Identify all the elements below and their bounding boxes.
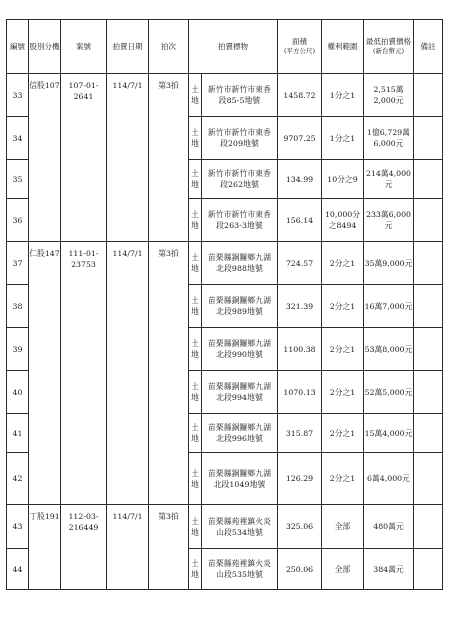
group-round: 第3拍 <box>149 242 189 505</box>
property-right: 10,000分之8494 <box>322 199 364 242</box>
property-note <box>414 285 443 328</box>
property-kind: 土地 <box>189 285 202 328</box>
property-right: 10分之9 <box>322 160 364 199</box>
property-area: 126.29 <box>278 453 322 505</box>
property-subject: 新竹市新竹市東香段262地號 <box>202 160 278 199</box>
row-number: 39 <box>7 328 29 371</box>
group-case: 112-03-216449 <box>61 505 107 590</box>
header-area-unit: (平方公尺) <box>283 47 316 55</box>
property-note <box>414 505 443 549</box>
row-number: 36 <box>7 199 29 242</box>
property-right: 2分之1 <box>322 328 364 371</box>
property-kind: 土地 <box>189 549 202 590</box>
property-subject: 苗栗縣銅鑼鄉九湖北段1049地號 <box>202 453 278 505</box>
header-subject: 拍賣標物 <box>189 20 278 74</box>
row-number: 44 <box>7 549 29 590</box>
header-note: 備註 <box>414 20 443 74</box>
group-round: 第3拍 <box>149 505 189 590</box>
minimum-price: 1億6,729萬6,000元 <box>364 117 414 160</box>
header-price-label: 最低拍賣價格 <box>366 37 411 46</box>
property-right: 全部 <box>322 549 364 590</box>
table-body <box>7 74 443 590</box>
row-number: 34 <box>7 117 29 160</box>
property-subject: 苗栗縣銅鑼鄉九湖北段989地號 <box>202 285 278 328</box>
row-number: 35 <box>7 160 29 199</box>
table-row <box>7 505 443 549</box>
property-kind: 土地 <box>189 371 202 414</box>
property-note <box>414 371 443 414</box>
property-subject: 苗栗縣苑裡鎮火炎山段534地號 <box>202 505 278 549</box>
minimum-price: 16萬7,000元 <box>364 285 414 328</box>
property-area: 315.87 <box>278 414 322 453</box>
minimum-price: 384萬元 <box>364 549 414 590</box>
group-case: 107-01-2641 <box>61 74 107 242</box>
property-subject: 苗栗縣銅鑼鄉九湖北段990地號 <box>202 328 278 371</box>
header-num: 編號 <box>7 20 29 74</box>
row-number: 38 <box>7 285 29 328</box>
property-note <box>414 199 443 242</box>
row-number: 33 <box>7 74 29 117</box>
property-right: 2分之1 <box>322 414 364 453</box>
property-right: 2分之1 <box>322 242 364 285</box>
header-price <box>364 20 414 74</box>
property-note <box>414 160 443 199</box>
auction-table <box>6 19 443 590</box>
property-area: 321.39 <box>278 285 322 328</box>
property-kind: 土地 <box>189 453 202 505</box>
row-number: 37 <box>7 242 29 285</box>
property-note <box>414 117 443 160</box>
property-kind: 土地 <box>189 328 202 371</box>
minimum-price: 6萬4,000元 <box>364 453 414 505</box>
table-row <box>7 74 443 117</box>
group-date: 114/7/1 <box>107 505 149 590</box>
header-area <box>278 20 322 74</box>
group-unit: 丁股191 <box>29 505 61 590</box>
property-right: 1分之1 <box>322 74 364 117</box>
header-area-label: 面積 <box>292 37 307 46</box>
header-round: 拍次 <box>149 20 189 74</box>
property-kind: 土地 <box>189 160 202 199</box>
row-number: 40 <box>7 371 29 414</box>
header-unit: 股別分機 <box>29 20 61 74</box>
minimum-price: 214萬4,000元 <box>364 160 414 199</box>
property-subject: 新竹市新竹市東香段263-3地號 <box>202 199 278 242</box>
group-unit: 信股107 <box>29 74 61 242</box>
property-area: 250.06 <box>278 549 322 590</box>
property-subject: 苗栗縣苑裡鎮火炎山段535地號 <box>202 549 278 590</box>
minimum-price: 15萬4,000元 <box>364 414 414 453</box>
group-case: 111-01-23753 <box>61 242 107 505</box>
property-note <box>414 242 443 285</box>
property-area: 156.14 <box>278 199 322 242</box>
row-number: 41 <box>7 414 29 453</box>
property-kind: 土地 <box>189 505 202 549</box>
property-kind: 土地 <box>189 74 202 117</box>
property-kind: 土地 <box>189 199 202 242</box>
property-right: 2分之1 <box>322 453 364 505</box>
group-date: 114/7/1 <box>107 74 149 242</box>
minimum-price: 52萬5,000元 <box>364 371 414 414</box>
property-note <box>414 549 443 590</box>
property-subject: 苗栗縣銅鑼鄉九湖北段996地號 <box>202 414 278 453</box>
property-area: 1100.38 <box>278 328 322 371</box>
property-note <box>414 74 443 117</box>
property-subject: 新竹市新竹市東香段85-5地號 <box>202 74 278 117</box>
property-subject: 苗栗縣銅鑼鄉九湖北段988地號 <box>202 242 278 285</box>
property-area: 1458.72 <box>278 74 322 117</box>
property-right: 2分之1 <box>322 285 364 328</box>
minimum-price: 35萬9,000元 <box>364 242 414 285</box>
property-note <box>414 414 443 453</box>
group-round: 第3拍 <box>149 74 189 242</box>
row-number: 43 <box>7 505 29 549</box>
property-subject: 新竹市新竹市東香段209地號 <box>202 117 278 160</box>
table-row <box>7 242 443 285</box>
property-note <box>414 453 443 505</box>
row-number: 42 <box>7 453 29 505</box>
header-right: 權利範圍 <box>322 20 364 74</box>
property-area: 724.57 <box>278 242 322 285</box>
property-kind: 土地 <box>189 242 202 285</box>
property-right: 全部 <box>322 505 364 549</box>
table-header-row <box>7 20 443 74</box>
header-price-unit: (新台幣元) <box>372 47 405 55</box>
property-right: 1分之1 <box>322 117 364 160</box>
property-note <box>414 328 443 371</box>
property-area: 1070.13 <box>278 371 322 414</box>
header-case: 案號 <box>61 20 107 74</box>
minimum-price: 480萬元 <box>364 505 414 549</box>
minimum-price: 53萬8,000元 <box>364 328 414 371</box>
property-subject: 苗栗縣銅鑼鄉九湖北段994地號 <box>202 371 278 414</box>
group-unit: 仁股147 <box>29 242 61 505</box>
header-date: 拍賣日期 <box>107 20 149 74</box>
property-area: 134.99 <box>278 160 322 199</box>
property-area: 325.06 <box>278 505 322 549</box>
property-kind: 土地 <box>189 117 202 160</box>
property-right: 2分之1 <box>322 371 364 414</box>
group-date: 114/7/1 <box>107 242 149 505</box>
property-area: 9707.25 <box>278 117 322 160</box>
minimum-price: 2,515萬2,000元 <box>364 74 414 117</box>
property-kind: 土地 <box>189 414 202 453</box>
minimum-price: 233萬6,000元 <box>364 199 414 242</box>
